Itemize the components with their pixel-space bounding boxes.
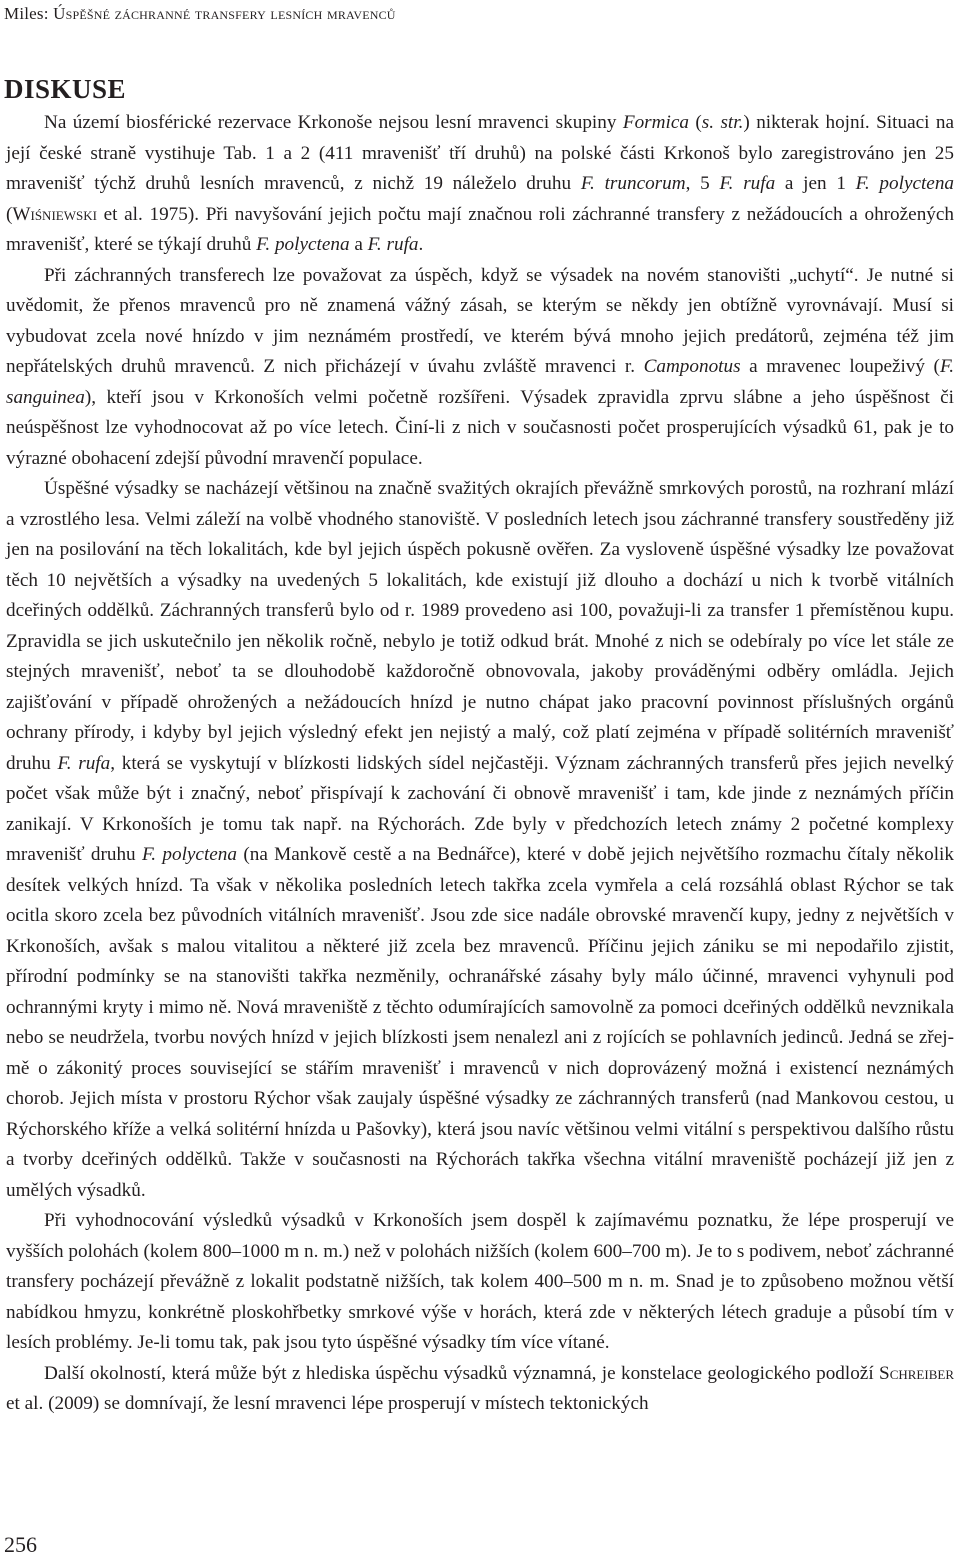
text-run: a — [349, 234, 368, 255]
italic-run: Camponotus — [643, 356, 741, 377]
author-name: Schreiber — [879, 1362, 954, 1384]
page-number: 256 — [4, 1532, 37, 1557]
text-run: Na území biosférické rezervace Krkonoše nejsou lesní mravenci skupiny — [44, 112, 623, 133]
text-run: ( — [6, 203, 13, 225]
italic-run: F. rufa — [367, 234, 419, 255]
italic-run: F. polyctena — [142, 844, 237, 865]
running-head-author: Miles: — [4, 4, 49, 23]
paragraph — [6, 108, 954, 261]
paragraph — [6, 261, 954, 475]
text-run: Při záchranných transferech lze považovat za úspěch, když se výsadek na novém stanovišti „uchytí“. Je nutné si uvědomit, že přenos mravenců pro ně znamená vážný zásah, se kterým se někdy jen obtížně vyrovnávají. Musí si vybudovat zcela nové hnízdo v jim neznámém prostředí, ve kterém bývá mnoho jejich predátorů, zejména též jim nepřátelských druhů mravenců. Z nich přicházejí v úvahu zvláště mravenci r. — [6, 264, 954, 377]
italic-run: Formica — [622, 112, 689, 133]
section-title: DISKUSE — [4, 74, 127, 104]
italic-run: s. str. — [701, 112, 744, 133]
text-run: et al. (2009) se domnívají, že lesní mravenci lépe prosperují v místech tektonických — [6, 1393, 649, 1414]
text-run: Další okolností, která může být z hlediska úspěchu výsadků významná, je konstelace geologického podloží — [44, 1362, 880, 1384]
italic-run: F. polyctena — [855, 173, 955, 194]
italic-run: F. truncorum — [580, 173, 686, 194]
text-run: a mravenec loupeživý ( — [740, 356, 940, 377]
body-text — [6, 108, 954, 1420]
running-head — [4, 4, 396, 24]
text-run: et al. 1975). Při navyšování jejich počtu mají značnou roli záchranné transfery z nežádoucích a ohrožených mravenišť, které se týkají druhů — [6, 203, 954, 255]
italic-run: F. polyctena — [256, 234, 350, 255]
author-name: Wiśniewski — [12, 203, 97, 225]
text-run: , 5 — [685, 173, 720, 194]
italic-run: F. sanguinea — [6, 356, 954, 408]
italic-run: F. rufa — [719, 173, 776, 194]
italic-run: F. rufa — [57, 752, 111, 774]
text-run: . — [418, 234, 424, 255]
paragraph — [6, 474, 954, 1206]
text-run: ) nikterak hojní. Situaci na její české straně vystihuje Tab. 1 a 2 (411 mravenišť tří druhů) na polské části Krkonoš bylo zaregistrováno jen 25 mravenišť týchž druhů lesních mravenců, z nichž 19 náleželo druhu — [6, 112, 954, 194]
text-run: ( — [688, 112, 702, 133]
text-run: , která se vyskytují v blízkosti lidských sídel nejčastěji. Význam záchranných transferů přes jejich nevelký počet však může být i značný, neboť přispívají k zachování či obnově mravenišť i tam, kde jinde z neznámých příčin zanikají. V Krkonoších je tomu tak např. na Rýchorách. Zde byly v předchozích letech známy 2 početné komplexy mravenišť druhu — [6, 752, 955, 865]
text-run: a jen 1 — [775, 173, 856, 194]
text-run: Úspěšné výsadky se nacházejí většinou na značně svažitých okrajích převážně smrkových porostů, na rozhraní mlází a vzrostlého lesa. Velmi záleží na volbě vhodného stanoviště. V posledních letech jsou záchranné transfery soustředěny již jen na posilování na těch lokalitách, kde byl jejich úspěch pokusně ověřen. Za vysloveně úspěšné výsadky lze považovat těch 10 největších a výsadky na uvedených 5 lokalitách, kde existují již dlouho a dochází u nich k tvorbě vitálních dceřiných oddělků. Záchranných transferů bylo od r. 1989 provedeno asi 100, považuji-li za transfer 1 přemístěnou kupu. Zpravidla se jich uskutečnilo jen několik ročně, nebylo je totiž odkud brát. Mnohé z nich se odebíraly po více let stále ze stejných mravenišť, neboť ta se dlouhodobě každoročně obnovovala, jakoby prováděnými odběry omládla. Jejich zajišťování v případě ohrožených a nežádoucích hnízd je nutno chápat jako pracovní povinnost příslušných orgánů ochrany přírody, i kdyby byl jejich výsledný efekt jen nejistý a malý, což platí zejména v případě solitérních mravenišť druhu — [6, 478, 954, 774]
paragraph — [6, 1359, 954, 1420]
text-run: ), kteří jsou v Krkonoších velmi početně rozšířeni. Výsadek zpravidla zprvu slábne a jeho úspěšnost či neúspěšnost lze vyhodnocovat až po více letech. Činí-li z nich v současnosti počet prosperujících výsadků 61, pak je to výrazné obohacení zdejší původní mravenčí populace. — [6, 386, 954, 469]
text-run: Při vyhodnocování výsledků výsadků v Krkonoších jsem dospěl k zajímavému poznatku, že lépe prosperují ve vyšších polohách (kolem 800–1000 m n. m.) než v polohách nižších (kolem 600–700 m). Je to s podivem, neboť záchranné transfery pocházejí převážně z lokalit podstatně nižších, tak kolem 400–500 m n. m. Snad je to způsobeno možnou větší nabídkou hmyzu, konkrétně ploskohřbetky smrkové výše v horách, která zde v některých létech graduje a působí tím v lesích problémy. Je-li tomu tak, pak jsou tyto úspěšné výsadky tím více vítané. — [6, 1210, 954, 1353]
text-run: (na Mankově cestě a na Bednářce), které v době jejich největšího rozmachu čítaly několik desítek velkých hnízd. Ta však v několika posledních letech takřka zcela vymřela a celá rozsáhlá oblast Rýchor se tak ocitla skoro zcela bez původních vitálních mravenišť. Jsou zde sice nadále obrovské mravenčí kupy, jedny z největších v Krkonoších, avšak s malou vitalitou a některé již zcela bez mravenců. Příčinu jejich zániku se mi nepodařilo zjistit, přírodní podmínky se na stanovišti takřka nezměnily, ochranářské zásahy byly málo účinné, mravenci vyhynuli pod ochrannými kryty i mimo ně. Nová mraveniště z těchto odumírajících samovolně za pomoci dceřiných oddělků nevznikala nebo se neudržela, tvorbu nových hnízd v jejich blízkosti jsem nenalezl ani z rojících se pohlavních jedinců. Jedná se zřejmě o zákonitý proces související se stářím mravenišť i mravenců v nich doprovázený možná i existencí neznámých chorob. Jejich místa v prostoru Rýchor však zaujaly úspěšné výsadky ze záchranných transferů (nad Mankovou cestou, u Rýchorského kříže a velká solitérní hnízda u Pašovky), která jsou navíc většinou velmi vitální s perspektivou dalšího růstu a tvorby dceřiných oddělků. Takže v současnosti na Rýchorách takřka všechna vitální mraveniště pocházejí již jen z umělých výsadků. — [6, 844, 954, 1201]
running-head-title: Úspěšné záchranné transfery lesních mravenců — [53, 4, 396, 23]
paragraph — [6, 1206, 954, 1359]
